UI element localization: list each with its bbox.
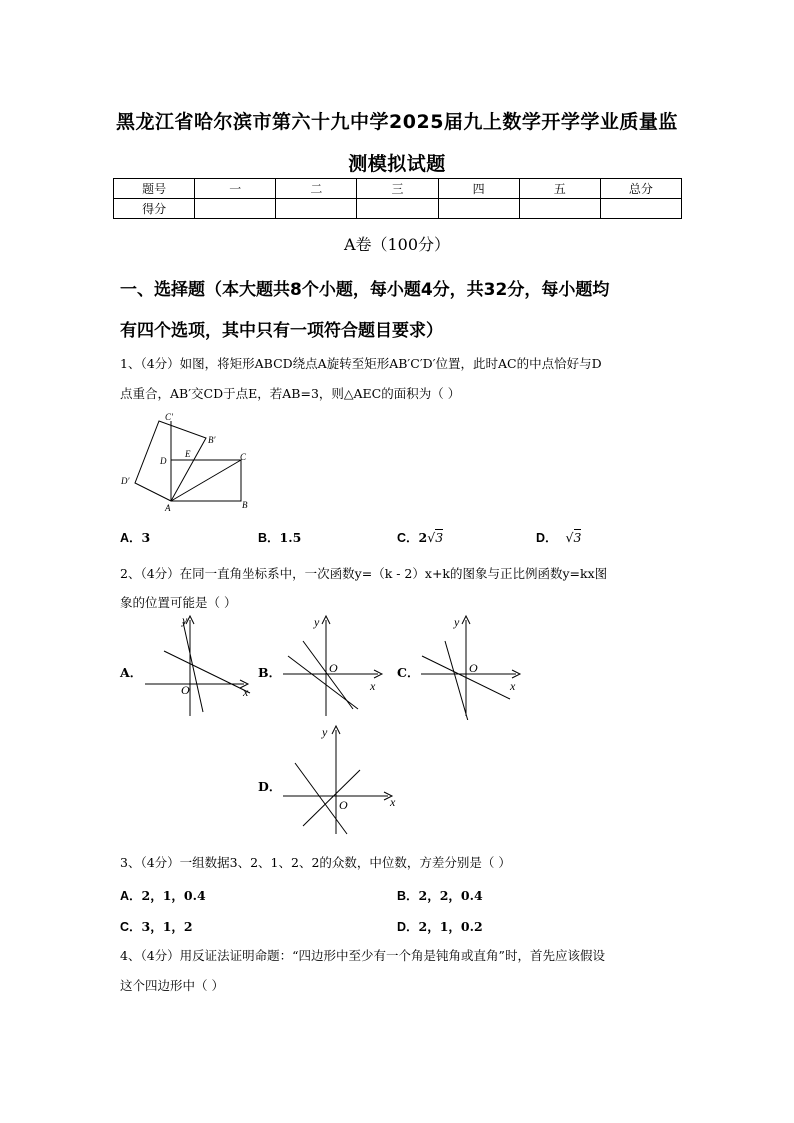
score-header-cell: 题号 bbox=[114, 179, 195, 199]
score-cell bbox=[195, 199, 276, 219]
q1-rectangle-figure bbox=[118, 410, 258, 516]
option-label: D． bbox=[536, 531, 558, 545]
document-title-line1: 黑龙江省哈尔滨市第六十九中学2025届九上数学开学学业质量监 bbox=[116, 111, 678, 133]
y-axis-label: y bbox=[322, 725, 328, 739]
origin-label: O bbox=[339, 798, 348, 812]
q2-text-line2: 象的位置可能是（ ） bbox=[120, 595, 237, 610]
q3-option-d[interactable] bbox=[397, 917, 483, 935]
q1-option-d[interactable] bbox=[536, 528, 581, 546]
q2-graph-a[interactable] bbox=[140, 612, 255, 720]
line-2 bbox=[303, 770, 360, 826]
option-label: A． bbox=[120, 531, 142, 545]
q2-option-b-label[interactable]: B． bbox=[258, 665, 282, 680]
q2-graph-b[interactable] bbox=[278, 612, 388, 720]
radical-sign-icon: √ bbox=[565, 530, 574, 545]
line-1 bbox=[164, 651, 250, 693]
score-header-cell: 二 bbox=[276, 179, 357, 199]
diagonal-ac bbox=[171, 460, 241, 501]
q3-option-b[interactable] bbox=[397, 886, 483, 904]
score-header-cell: 总分 bbox=[600, 179, 681, 199]
x-axis-label: x bbox=[390, 795, 396, 809]
option-text: 2，2，0.4 bbox=[418, 888, 483, 903]
y-axis-label: y bbox=[314, 615, 320, 629]
score-cell bbox=[276, 199, 357, 219]
option-text: 2 bbox=[418, 530, 428, 545]
score-header-cell: 一 bbox=[195, 179, 276, 199]
section-a-heading: A卷（100分） bbox=[343, 235, 451, 254]
option-label: C． bbox=[397, 531, 419, 545]
label-d-prime: D′ bbox=[121, 476, 130, 486]
origin-label: O bbox=[329, 661, 338, 675]
score-table-score-row bbox=[114, 199, 682, 219]
score-row-label: 得分 bbox=[114, 199, 195, 219]
line-2 bbox=[445, 641, 468, 720]
q4-text-line2: 这个四边形中（ ） bbox=[120, 978, 224, 993]
label-e: E bbox=[185, 449, 191, 459]
x-axis-label: x bbox=[510, 679, 516, 693]
option-text: 2，1，0.2 bbox=[418, 919, 483, 934]
score-header-cell: 四 bbox=[438, 179, 519, 199]
q4-text-line1: 4、（4分）用反证法证明命题：“四边形中至少有一个角是钝角或直角”时，首先应该假设 bbox=[120, 948, 605, 963]
label-c: C bbox=[240, 452, 247, 462]
score-table-header-row bbox=[114, 179, 682, 199]
label-d: D bbox=[160, 456, 167, 466]
option-label: C． bbox=[120, 920, 142, 934]
part1-heading-line1: 一、选择题（本大题共8个小题，每小题4分，共32分，每小题均 bbox=[120, 280, 610, 300]
x-axis-label: x bbox=[370, 679, 376, 693]
option-text: 3 bbox=[141, 530, 151, 545]
y-axis-label: y bbox=[454, 615, 460, 629]
x-axis-label: x bbox=[243, 685, 249, 699]
score-header-cell: 三 bbox=[357, 179, 438, 199]
line-2 bbox=[303, 641, 353, 709]
score-table bbox=[113, 178, 682, 219]
option-text: 2，1，0.4 bbox=[141, 888, 206, 903]
label-a: A bbox=[165, 503, 171, 513]
score-header-cell: 五 bbox=[519, 179, 600, 199]
option-label: D． bbox=[397, 920, 419, 934]
option-label: B． bbox=[258, 531, 280, 545]
origin-label: O bbox=[469, 661, 478, 675]
document-title-line2: 测模拟试题 bbox=[348, 153, 446, 175]
option-text: 1.5 bbox=[279, 530, 302, 545]
y-axis-label: y bbox=[182, 613, 188, 627]
radical-sign-icon: √ bbox=[427, 530, 436, 545]
q2-graph-c[interactable] bbox=[416, 612, 526, 720]
q1-text-line2: 点重合，AB′交CD于点E，若AB=3，则△AEC的面积为（ ） bbox=[120, 386, 461, 401]
q2-option-d-label[interactable]: D． bbox=[258, 779, 282, 794]
score-cell bbox=[357, 199, 438, 219]
q1-option-b[interactable] bbox=[258, 528, 301, 546]
score-cell bbox=[438, 199, 519, 219]
option-text: 3，1，2 bbox=[141, 919, 193, 934]
label-c-prime: C′ bbox=[165, 412, 173, 422]
score-cell bbox=[600, 199, 681, 219]
q2-text-line1: 2、（4分）在同一直角坐标系中，一次函数y=（k - 2）x+k的图象与正比例函数y=kx图 bbox=[120, 566, 608, 581]
q2-graph-d[interactable] bbox=[278, 722, 398, 840]
q2-option-c-label[interactable]: C． bbox=[397, 665, 420, 680]
line-2 bbox=[183, 622, 203, 712]
q1-option-a[interactable] bbox=[120, 528, 150, 546]
option-label: A． bbox=[120, 889, 142, 903]
label-b-prime: B′ bbox=[208, 435, 216, 445]
label-b: B bbox=[242, 500, 248, 510]
option-radicand: 3 bbox=[573, 530, 582, 545]
part1-heading-line2: 有四个选项，其中只有一项符合题目要求） bbox=[120, 321, 443, 341]
option-radicand: 3 bbox=[435, 530, 444, 545]
score-cell bbox=[519, 199, 600, 219]
q3-option-c[interactable] bbox=[120, 917, 193, 935]
q3-option-a[interactable] bbox=[120, 886, 206, 904]
origin-label: O bbox=[181, 683, 190, 697]
q3-text: 3、（4分）一组数据3、2、1、2、2的众数，中位数，方差分别是（ ） bbox=[120, 855, 511, 870]
q1-option-c[interactable] bbox=[397, 528, 443, 546]
q1-text-line1: 1、（4分）如图，将矩形ABCD绕点A旋转至矩形AB′C′D′位置，此时AC的中点恰好与D bbox=[120, 356, 602, 371]
q2-option-a-label[interactable]: A． bbox=[120, 665, 143, 680]
option-label: B． bbox=[397, 889, 419, 903]
